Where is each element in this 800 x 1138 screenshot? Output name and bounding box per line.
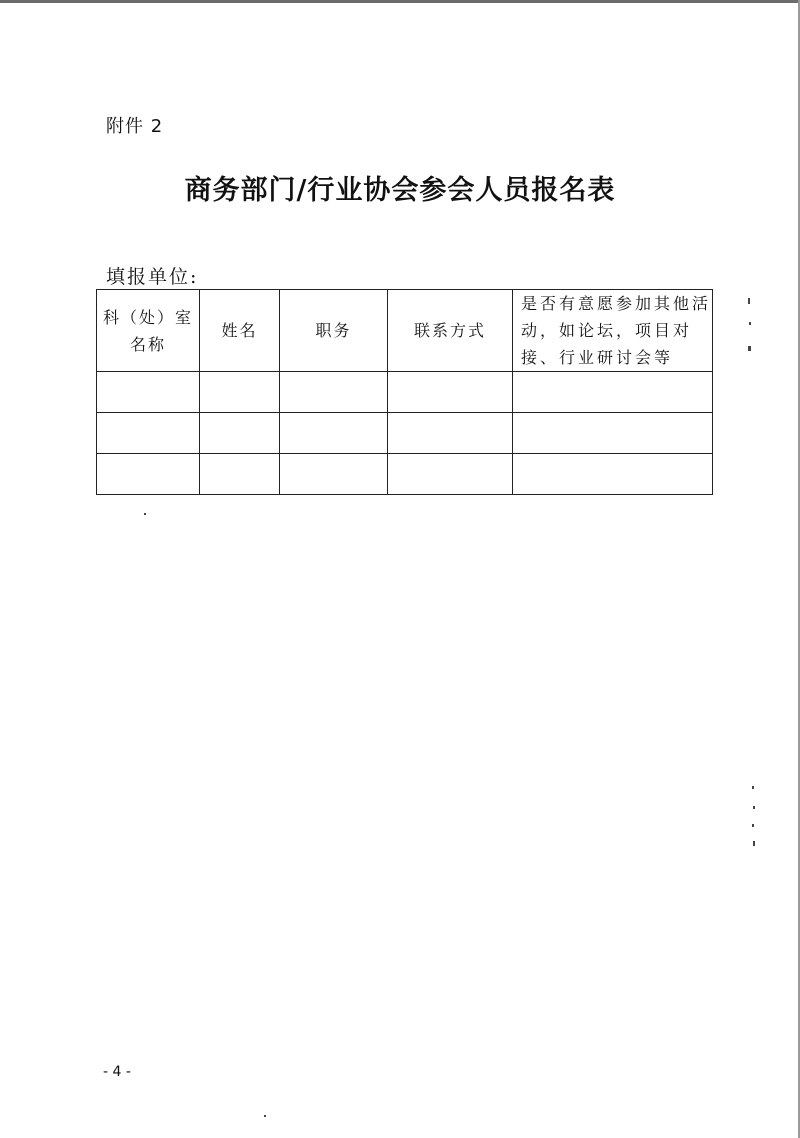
header-position [280, 290, 388, 372]
table-cell[interactable] [200, 413, 280, 454]
table-header-row [97, 290, 713, 372]
page-top-edge [0, 0, 800, 3]
table-row [97, 454, 713, 495]
table-cell[interactable] [280, 413, 388, 454]
table-cell[interactable] [200, 454, 280, 495]
table-cell[interactable] [388, 372, 513, 413]
table-cell[interactable] [513, 372, 713, 413]
table-cell[interactable] [513, 454, 713, 495]
scan-speck [748, 346, 751, 351]
header-name [200, 290, 280, 372]
scan-speck [752, 786, 754, 789]
fill-unit-label: 填报单位: [106, 266, 199, 288]
table-cell[interactable] [513, 413, 713, 454]
header-contact-label: 联系方式 [413, 321, 486, 340]
table-cell[interactable] [97, 413, 200, 454]
table-row [97, 372, 713, 413]
page-number: - 4 - [103, 1064, 131, 1080]
document-title: 商务部门/行业协会参会人员报名表 [184, 175, 616, 206]
header-contact [388, 290, 513, 372]
header-department [97, 290, 200, 372]
table-cell[interactable] [97, 454, 200, 495]
header-position-label: 职务 [315, 321, 352, 340]
header-activity-interest [513, 290, 713, 372]
table-cell[interactable] [388, 413, 513, 454]
table-cell[interactable] [280, 372, 388, 413]
scan-speck [753, 841, 755, 846]
table-row [97, 413, 713, 454]
registration-table [96, 289, 713, 495]
header-department-label: 科（处）室名称 [103, 307, 194, 354]
table-cell[interactable] [200, 372, 280, 413]
table-cell[interactable] [280, 454, 388, 495]
scan-speck [749, 322, 751, 325]
scan-speck [144, 513, 146, 515]
header-activity-interest-label: 是否有意愿参加其他活动，如论坛，项目对接、行业研讨会等 [521, 294, 712, 367]
scan-speck [753, 806, 755, 809]
table-cell[interactable] [388, 454, 513, 495]
table-cell[interactable] [97, 372, 200, 413]
attachment-label: 附件 2 [106, 116, 164, 137]
header-name-label: 姓名 [221, 321, 258, 340]
scan-speck [748, 298, 750, 304]
scan-speck [752, 824, 754, 827]
scan-speck [264, 1115, 266, 1117]
